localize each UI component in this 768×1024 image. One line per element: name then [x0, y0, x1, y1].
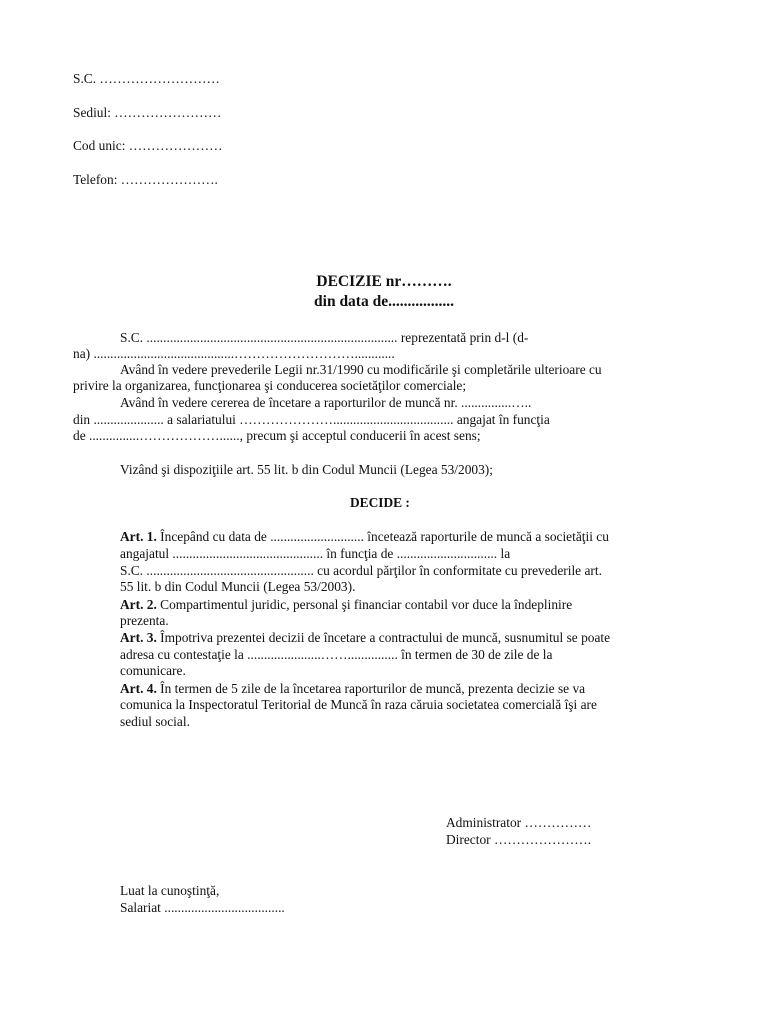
article-label: Art. 3. [120, 630, 157, 645]
administrator-signature-line: Administrator …………… [446, 815, 592, 830]
company-telefon-line: Telefon: …………………. [73, 172, 218, 187]
article-text-line: sediul social. [120, 714, 190, 729]
article-4 [120, 680, 585, 697]
company-cod-unic-line: Cod unic: ………………… [73, 138, 223, 153]
article-1 [120, 528, 609, 545]
company-sc-line: S.C. ……………………… [73, 71, 220, 86]
article-text-line: angajatul ............................................. în funcţia de .............................. la [120, 546, 511, 561]
article-text: Compartimentul juridic, personal şi financiar contabil vor duce la îndeplinire [160, 597, 573, 612]
article-text-line: comunicare. [120, 663, 186, 678]
article-text-line: comunica la Inspectoratul Teritorial de Muncă în raza căruia societatea comercială îşi are [120, 697, 597, 712]
article-label: Art. 1. [120, 529, 157, 544]
article-label: Art. 2. [120, 597, 157, 612]
preamble-line: de ...............………………......, precum şi acceptul conducerii în acest sens; [73, 428, 481, 443]
preamble-line: Având în vedere cererea de încetare a raporturilor de muncă nr. ...............….. [120, 395, 532, 410]
decision-date: din data de................. [314, 293, 454, 310]
article-text-line: 55 lit. b din Codul Muncii (Legea 53/2003). [120, 579, 356, 594]
article-text: În termen de 5 zile de la încetarea raporturilor de muncă, prezenta decizie se va [160, 681, 586, 696]
preamble-line: na) ..........................................………………………............ [73, 346, 395, 361]
article-2 [120, 596, 572, 613]
decision-title: DECIZIE nr………. [316, 273, 452, 290]
preamble-line: privire la organizarea, funcţionarea şi conducerea societăţilor comerciale; [73, 378, 467, 393]
employee-signature-line: Salariat .................................... [120, 900, 285, 915]
preamble-line: din ..................... a salariatului ………………….................................... angajat în funcţia [73, 412, 550, 427]
preamble-line: Vizând şi dispoziţiile art. 55 lit. b din Codul Muncii (Legea 53/2003); [120, 462, 493, 477]
company-sediul-line: Sediul: …………………… [73, 105, 222, 120]
article-label: Art. 4. [120, 681, 157, 696]
acknowledgement-line: Luat la cunoştinţă, [120, 883, 220, 898]
article-3 [120, 629, 610, 646]
article-text-line: prezenta. [120, 613, 169, 628]
preamble-line: Având în vedere prevederile Legii nr.31/1990 cu modificările şi completările ulterioare cu [120, 362, 602, 377]
article-text-line: adresa cu contestaţie la ......................……............... în termen de 30 de zile de la [120, 647, 553, 662]
article-text: Începând cu data de ............................ încetează raporturile de muncă a societăţii cu [160, 529, 609, 544]
article-text: Împotriva prezentei decizii de încetare a contractului de muncă, susnumitul se poate [160, 630, 611, 645]
decide-heading: DECIDE : [350, 495, 410, 510]
preamble-line: S.C. ........................................................................... reprezentată prin d-l (d- [120, 330, 529, 345]
article-text-line: S.C. .................................................. cu acordul părţilor în conformitate cu prevederile art. [120, 563, 602, 578]
director-signature-line: Director …………………. [446, 832, 592, 847]
